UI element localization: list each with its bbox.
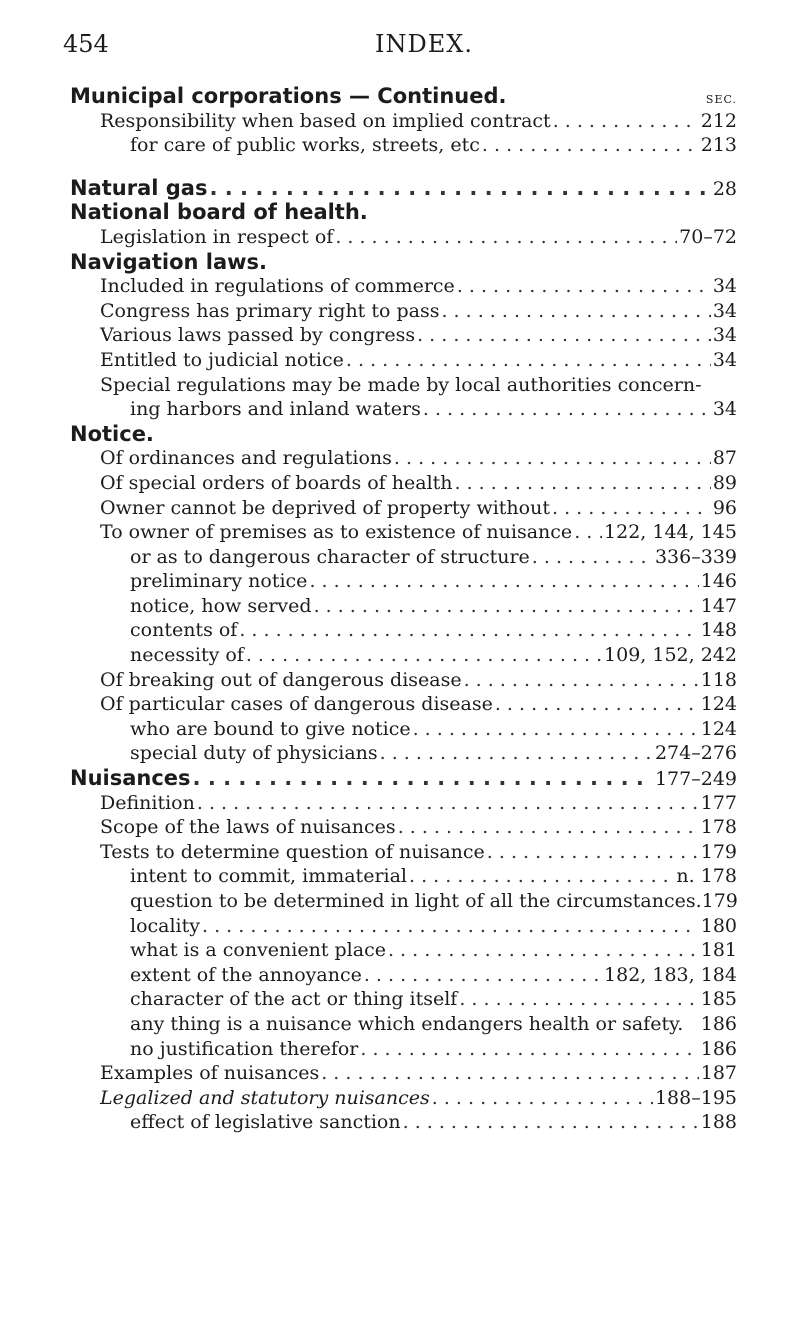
index-entry [0, 889, 800, 914]
dot-leader [487, 840, 699, 865]
entry-text: Of special orders of boards of health [100, 471, 453, 494]
entry-text: Legislation in respect of [100, 225, 334, 248]
page-header [63, 30, 760, 70]
entry-text: Responsibility when based on implied contract [100, 109, 551, 132]
entry-text: Natural gas [70, 175, 208, 200]
index-entry [0, 348, 800, 373]
dot-leader [239, 618, 698, 643]
dot-leader [457, 274, 711, 299]
index-entry [0, 1086, 800, 1111]
index-entry [0, 914, 800, 939]
entry-reference: 179 [701, 890, 738, 912]
entry-text: locality [130, 914, 201, 937]
index-entry [0, 741, 800, 766]
index-entry [0, 373, 800, 398]
entry-text: character of the act or thing itself [130, 988, 458, 1011]
index-entry [0, 1037, 800, 1062]
entry-reference: 87 [712, 447, 737, 470]
dot-leader [413, 717, 699, 742]
entry-text: Legalized and statutory nuisances [100, 1086, 430, 1109]
entry-reference: 96 [712, 496, 737, 519]
dot-leader [346, 348, 711, 373]
dot-leader [459, 987, 698, 1012]
entry-text: National board of health. [70, 200, 368, 225]
entry-reference: 180 [700, 914, 737, 937]
section-label: SEC. [705, 93, 737, 106]
index-entry [0, 109, 800, 134]
dot-leader [335, 225, 677, 250]
entry-text: intent to commit, immaterial [130, 865, 408, 888]
dot-leader [394, 446, 711, 471]
index-entry [0, 963, 800, 988]
index-entry [0, 938, 800, 963]
dot-leader [482, 133, 699, 158]
entry-reference: 122, 144, 145 [604, 521, 737, 544]
dot-leader [360, 1037, 698, 1062]
dot-leader [552, 496, 711, 521]
dot-leader [314, 594, 699, 619]
index-entry [0, 496, 800, 521]
dot-leader [553, 109, 699, 134]
dot-leader [202, 914, 699, 939]
dot-leader [197, 791, 699, 816]
entry-reference: 89 [712, 471, 737, 494]
index-entry [0, 594, 800, 619]
entry-reference: 213 [700, 134, 737, 157]
entry-reference: 148 [700, 619, 737, 642]
entry-reference: 212 [700, 109, 737, 132]
index-heading [0, 250, 800, 275]
entry-text: Nuisances [70, 766, 191, 791]
entry-text: Scope of the laws of nuisances [100, 816, 396, 839]
dot-leader [193, 766, 653, 791]
entry-reference: 186 [700, 1012, 737, 1035]
entry-reference: 28 [712, 177, 737, 200]
entry-reference: 118 [700, 668, 737, 691]
page-number: 454 [63, 30, 109, 58]
index-entry [0, 225, 800, 250]
index-entry [0, 815, 800, 840]
entry-text: Special regulations may be made by local authorities concern- [100, 373, 702, 396]
entry-reference: 181 [700, 939, 737, 962]
entry-text: necessity of [130, 644, 244, 667]
entry-text: who are bound to give notice [130, 717, 411, 740]
index-heading [0, 200, 800, 225]
index-entry [0, 274, 800, 299]
index-entry [0, 987, 800, 1012]
entry-reference: 186 [700, 1037, 737, 1060]
dot-leader [441, 299, 710, 324]
index-entry [0, 864, 800, 889]
entry-text: preliminary notice [130, 570, 308, 593]
page-title: INDEX. [375, 30, 473, 58]
dot-leader [464, 668, 699, 693]
index-entry [0, 717, 800, 742]
dot-leader [409, 864, 674, 889]
index-entry [0, 446, 800, 471]
index-entry [0, 133, 800, 158]
index-entry [0, 791, 800, 816]
index-entry [0, 1012, 800, 1037]
index-entry [0, 668, 800, 693]
index-heading [0, 176, 800, 201]
entry-text: To owner of premises as to existence of nuisance [100, 521, 573, 544]
entry-reference: 70–72 [679, 225, 737, 248]
dot-leader [246, 643, 602, 668]
entry-reference: 188–195 [654, 1086, 737, 1109]
index-entry [0, 1110, 800, 1135]
entry-reference: 177–249 [654, 768, 737, 791]
index-entry [0, 840, 800, 865]
entry-text: question to be determined in light of all the circumstances. [130, 890, 702, 912]
index-entry [0, 471, 800, 496]
entry-text: Municipal corporations — Continued. [70, 84, 507, 108]
entry-text: notice, how served [130, 594, 312, 617]
entry-reference: 182, 183, 184 [604, 963, 737, 986]
entry-text: ing harbors and inland waters [130, 398, 421, 421]
dot-leader [321, 1061, 699, 1086]
entry-text: Various laws passed by congress [100, 324, 416, 347]
entry-reference: 34 [712, 299, 737, 322]
entry-text: Examples of nuisances [100, 1062, 320, 1085]
dot-leader [423, 397, 711, 422]
entry-text: Entitled to judicial notice [100, 348, 344, 371]
entry-text: effect of legislative sanction [130, 1111, 401, 1134]
entry-text: no justification therefor [130, 1037, 359, 1060]
entry-reference: 336–339 [654, 545, 737, 568]
index-heading [0, 422, 800, 447]
entry-text: what is a convenient place [130, 939, 386, 962]
entry-reference: n. 178 [676, 865, 737, 888]
dot-leader [455, 471, 711, 496]
dot-leader [403, 1110, 699, 1135]
entry-reference: 179 [700, 840, 737, 863]
dot-leader [417, 323, 711, 348]
entry-reference: 274–276 [654, 742, 737, 765]
entry-text: Of breaking out of dangerous disease [100, 668, 462, 691]
entry-reference: 34 [712, 324, 737, 347]
entry-reference: 187 [700, 1062, 737, 1085]
entry-reference: 178 [700, 816, 737, 839]
index-entry [0, 1061, 800, 1086]
entry-text: Notice. [70, 421, 154, 446]
index-heading [0, 84, 800, 109]
dot-leader [398, 815, 699, 840]
dot-leader [432, 1086, 653, 1111]
entry-reference: 109, 152, 242 [604, 644, 737, 667]
entry-reference: 34 [712, 348, 737, 371]
dot-leader [495, 692, 699, 717]
dot-leader [364, 963, 602, 988]
entry-text: special duty of physicians [130, 742, 378, 765]
entry-reference: 124 [700, 717, 737, 740]
entry-reference: 124 [700, 693, 737, 716]
dot-leader [574, 520, 602, 545]
index-entry [0, 520, 800, 545]
dot-leader [388, 938, 699, 963]
index-entries [0, 84, 800, 1135]
entry-text: Navigation laws. [70, 249, 268, 274]
entry-reference: 177 [700, 791, 737, 814]
entry-text: extent of the annoyance [130, 963, 362, 986]
index-entry [0, 323, 800, 348]
index-entry [0, 397, 800, 422]
index-entry [0, 299, 800, 324]
entry-text: Included in regulations of commerce [100, 275, 455, 298]
index-entry [0, 643, 800, 668]
entry-text: Owner cannot be deprived of property without [100, 496, 550, 519]
dot-leader [380, 741, 653, 766]
entry-reference: 34 [712, 275, 737, 298]
entry-reference: 34 [712, 398, 737, 421]
entry-text: Of ordinances and regulations [100, 447, 392, 470]
entry-text: Of particular cases of dangerous disease [100, 693, 493, 716]
entry-reference: 146 [700, 570, 737, 593]
entry-text: or as to dangerous character of structure [130, 545, 530, 568]
index-entry [0, 545, 800, 570]
dot-leader [209, 176, 710, 201]
dot-leader [532, 545, 653, 570]
entry-text: for care of public works, streets, etc [130, 134, 480, 157]
index-entry [0, 618, 800, 643]
entry-text: Congress has primary right to pass [100, 299, 440, 322]
index-entry [0, 692, 800, 717]
entry-text: Definition [100, 791, 195, 814]
index-heading [0, 766, 800, 791]
entry-reference: 147 [700, 594, 737, 617]
entry-reference: 188 [700, 1111, 737, 1134]
entry-text: Tests to determine question of nuisance [100, 840, 485, 863]
entry-reference: 185 [700, 988, 737, 1011]
index-entry [0, 569, 800, 594]
entry-text: any thing is a nuisance which endangers health or safety. [130, 1012, 684, 1035]
dot-leader [309, 569, 698, 594]
entry-text: contents of [130, 619, 238, 642]
